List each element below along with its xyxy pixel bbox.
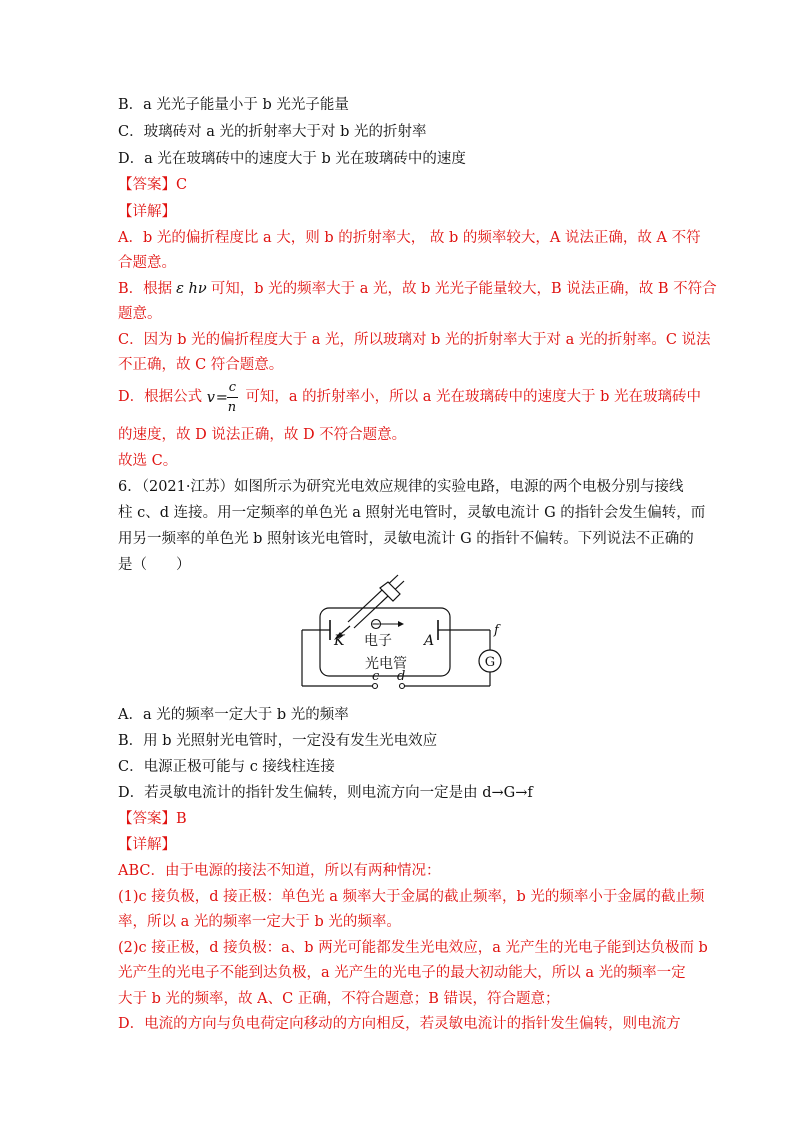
q5-explain-d-line2: 的速度，故 D 说法正确，故 D 不符合题意。 <box>118 427 407 443</box>
q6-stem-line4: 是（ ） <box>118 557 191 573</box>
label-electron: 电子 <box>364 633 392 649</box>
q6-detail-heading: 【详解】 <box>118 837 176 853</box>
q5-explain-d-prefix: D．根据公式 <box>118 389 203 405</box>
formula-numerator: c <box>228 380 237 395</box>
q5-explain-a-line1: A．b 光的偏折程度比 a 大，则 b 的折射率大， 故 b 的频率较大，A 说法正确，故 A 不符 <box>118 230 701 246</box>
q6-explain-line3: 率，所以 a 光的频率一定大于 b 光的频率。 <box>118 914 401 930</box>
q5-explain-b-prefix: B．根据 <box>118 281 173 297</box>
q6-stem-line1: 6．（2021·江苏）如图所示为研究光电效应规律的实验电路，电源的两个电极分别与接线 <box>118 479 684 495</box>
q5-option-c: C．玻璃砖对 a 光的折射率大于对 b 光的折射率 <box>118 124 427 140</box>
electron-symbol <box>372 620 405 629</box>
q5-option-d: D．a 光在玻璃砖中的速度大于 b 光在玻璃砖中的速度 <box>118 151 466 167</box>
label-k: K <box>334 633 345 649</box>
q5-answer: 【答案】C <box>118 177 188 193</box>
q6-explain-line2: (1)c 接负极，d 接正极：单色光 a 频率大于金属的截止频率，b 光的频率小于金属的截止频 <box>118 889 705 905</box>
q6-stem-line3: 用另一频率的单色光 b 照射该光电管时，灵敏电流计 G 的指针不偏转。下列说法不正确的 <box>118 531 694 547</box>
q5-final: 故选 C。 <box>118 453 178 469</box>
q5-explain-d-line1 <box>118 380 701 415</box>
q5-explain-b-line1 <box>118 279 717 299</box>
photoelectric-circuit-diagram <box>290 572 510 697</box>
q6-explain-line7: D．电流的方向与负电荷定向移动的方向相反，若灵敏电流计的指针发生偏转，则电流方 <box>118 1016 681 1032</box>
q6-explain-line5: 光产生的光电子不能到达负极，a 光产生的光电子的最大初动能大，所以 a 光的频率一定 <box>118 965 686 981</box>
q5-explain-d-suffix: 可知，a 的折射率小，所以 a 光在玻璃砖中的速度大于 b 光在玻璃砖中 <box>245 389 701 405</box>
q5-explain-a-line2: 合题意。 <box>118 255 176 271</box>
q5-explain-c-line2: 不正确，故 C 符合题意。 <box>118 357 284 373</box>
q6-option-d: D．若灵敏电流计的指针发生偏转，则电流方向一定是由 d→G→f <box>118 785 533 801</box>
q5-option-b: B．a 光光子能量小于 b 光光子能量 <box>118 97 349 113</box>
label-a: A <box>424 633 435 649</box>
label-c: c <box>372 669 380 684</box>
q6-explain-line1: ABC．由于电源的接法不知道，所以有两种情况： <box>118 863 441 879</box>
label-tube: 光电管 <box>365 656 407 672</box>
q5-explain-c-line1: C．因为 b 光的偏折程度大于 a 光，所以玻璃对 b 光的折射率大于对 a 光的折射率。C 说法 <box>118 332 711 348</box>
q6-explain-line4: (2)c 接正极，d 接负极：a、b 两光可能都发生光电效应，a 光产生的光电子能到达负极而 b <box>118 940 708 956</box>
q6-option-a: A．a 光的频率一定大于 b 光的频率 <box>118 707 349 723</box>
q6-stem-line2: 柱 c、d 连接。用一定频率的单色光 a 照射光电管时，灵敏电流计 G 的指针会发生偏转，而 <box>118 505 706 521</box>
label-d: d <box>397 669 406 684</box>
galvanometer-label: G <box>484 655 496 670</box>
label-f: f <box>494 623 499 638</box>
formula-photon-energy: ε hν <box>176 281 207 297</box>
q5-explain-b-line2: 题意。 <box>118 306 162 322</box>
terminal-c <box>373 684 378 689</box>
formula-eq: = <box>215 390 228 406</box>
q6-answer: 【答案】B <box>118 811 187 827</box>
q6-explain-line6: 大于 b 光的频率，故 A、C 正确，不符合题意；B 错误，符合题意； <box>118 991 560 1007</box>
q6-option-c: C．电源正极可能与 c 接线柱连接 <box>118 759 335 775</box>
terminal-d <box>400 684 405 689</box>
q6-option-b: B．用 b 光照射光电管时，一定没有发生光电效应 <box>118 733 438 749</box>
formula-speed <box>206 380 241 415</box>
formula-v: v <box>206 390 215 406</box>
q5-detail-heading: 【详解】 <box>118 204 176 220</box>
formula-denominator: n <box>227 400 237 415</box>
q5-explain-b-suffix: 可知，b 光的频率大于 a 光，故 b 光光子能量较大，B 说法正确，故 B 不符合 <box>210 281 717 297</box>
